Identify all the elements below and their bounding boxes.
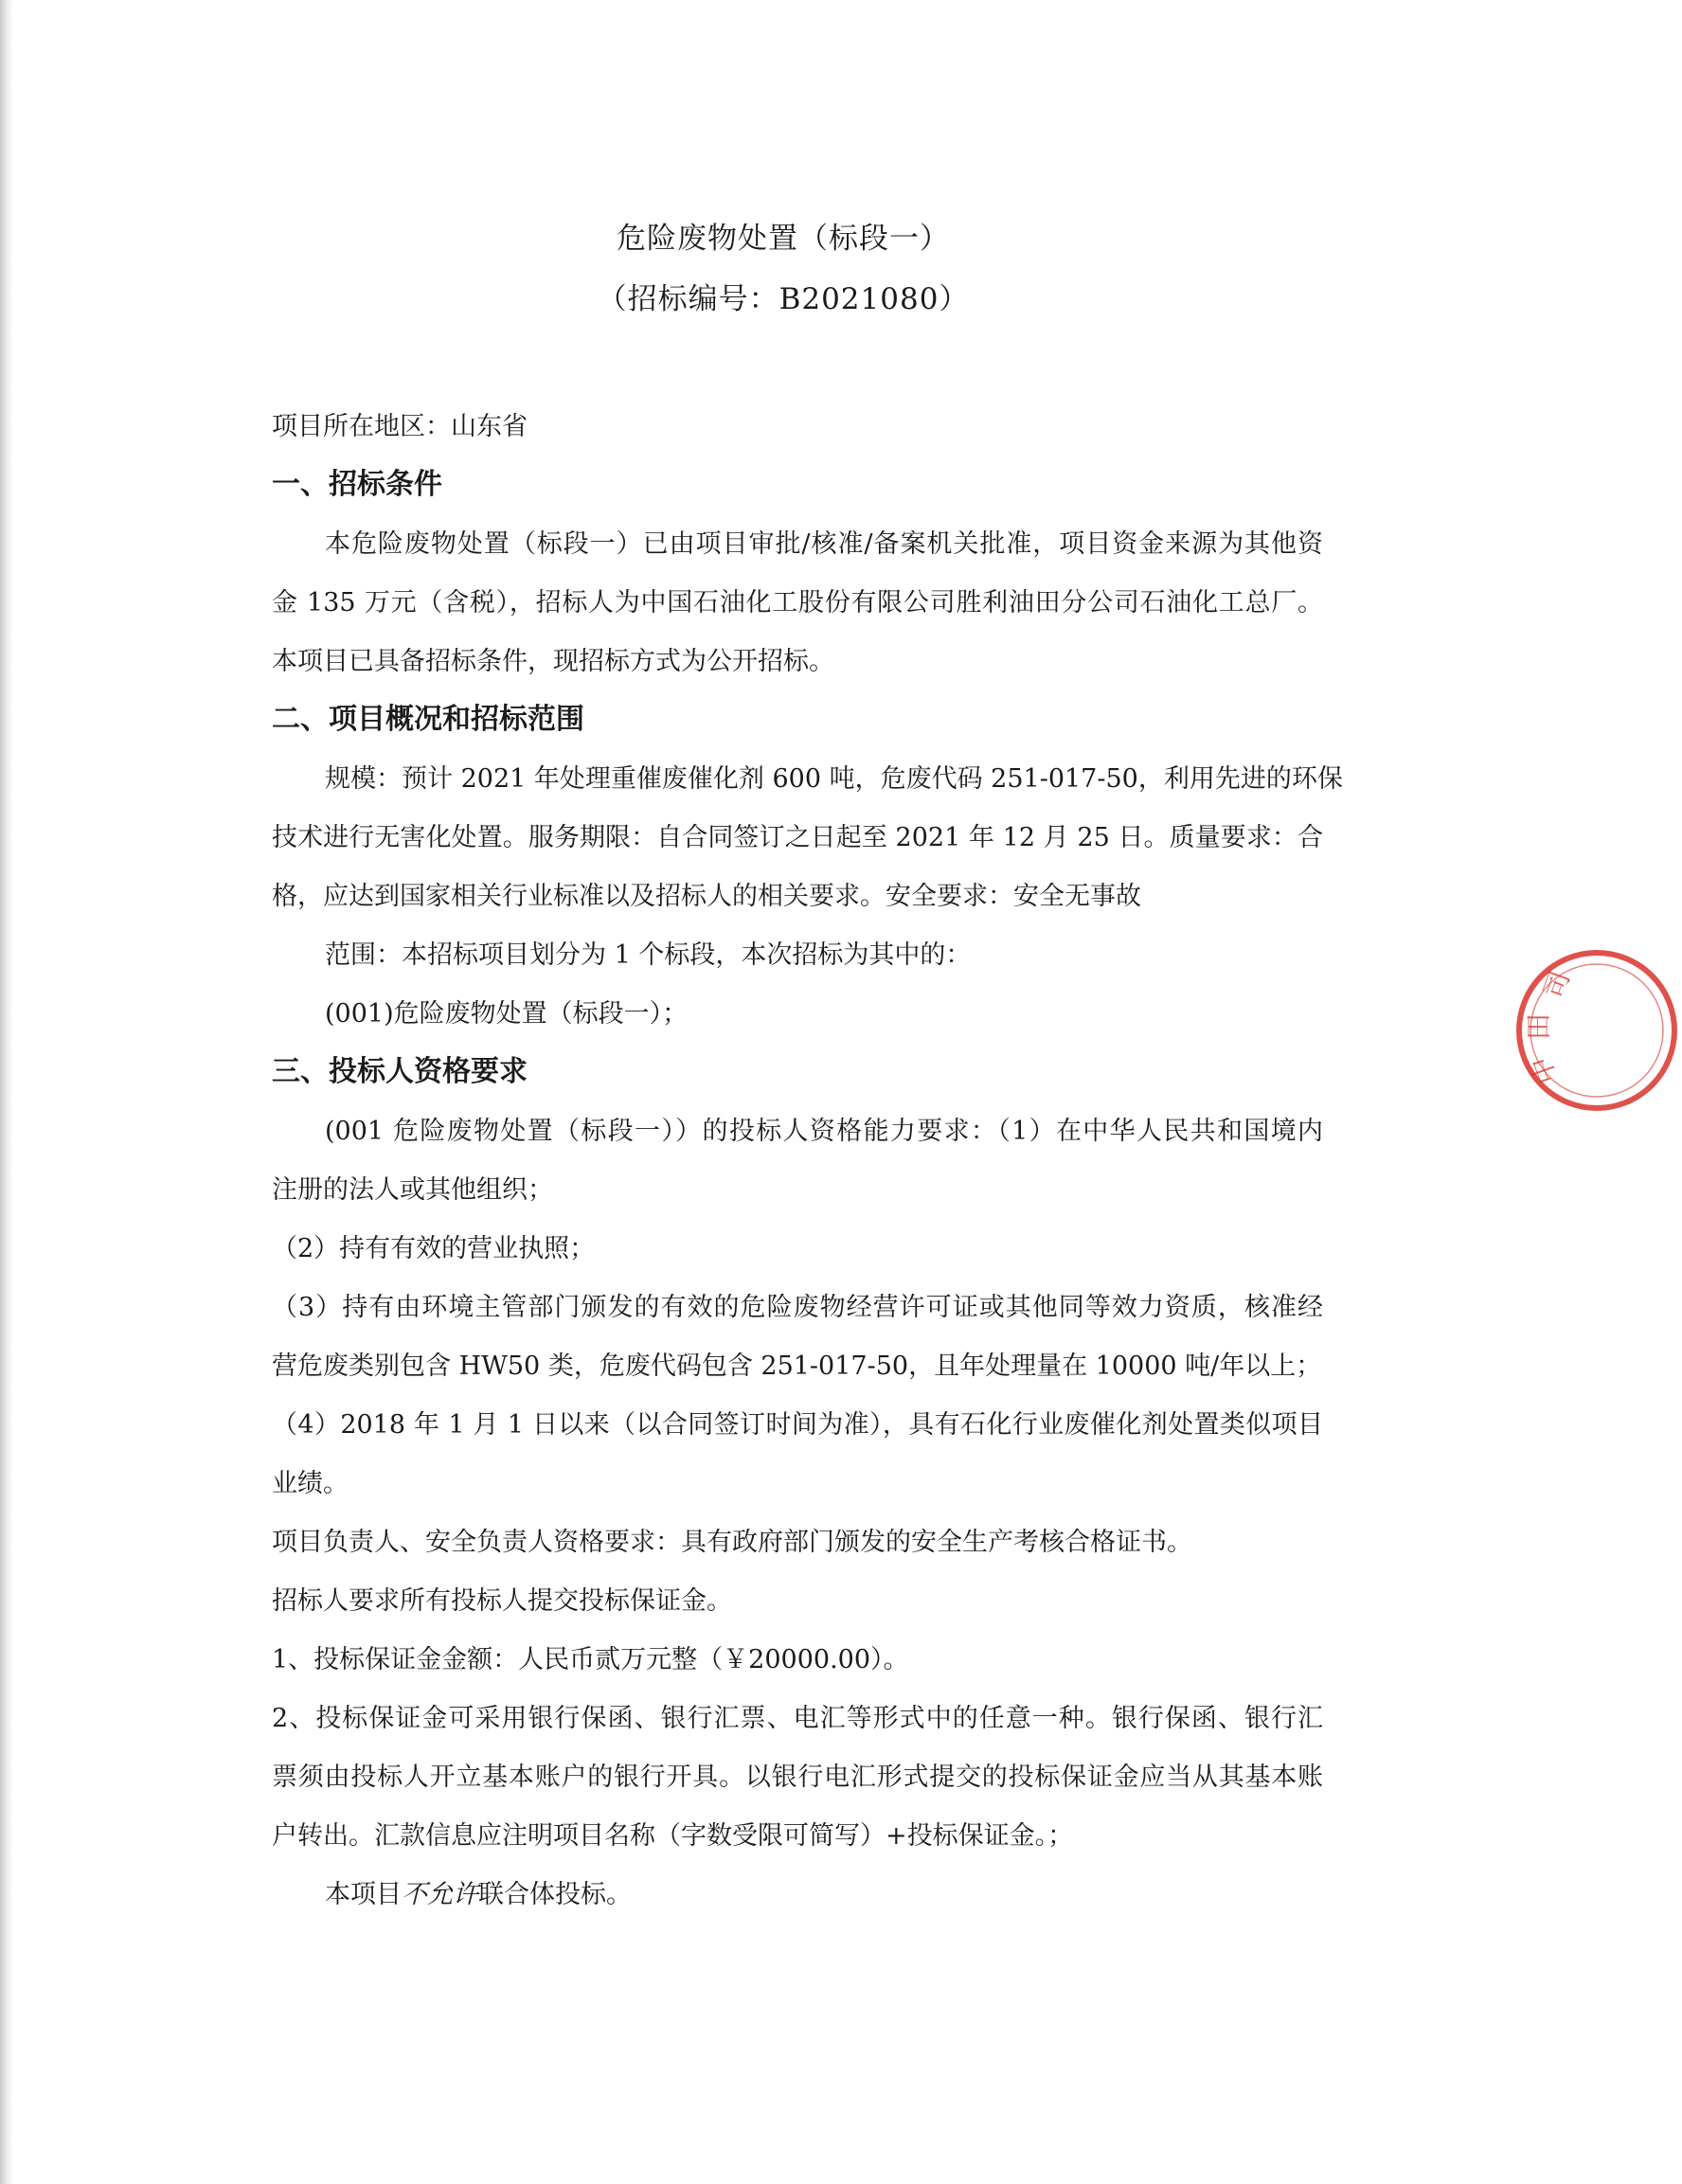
paragraph-line: 本危险废物处置（标段一）已由项目审批/核准/备案机关批准，项目资金来源为其他资 (325, 529, 1323, 559)
svg-text:田: 田 (1523, 1012, 1554, 1040)
official-seal-stamp (1512, 945, 1682, 1116)
paragraph-line: 营危废类别包含 HW50 类，危废代码包含 251-017-50，且年处理量在 10000 吨/年以上； (272, 1352, 1322, 1381)
paragraph-line: 规模：预计 2021 年处理重催废催化剂 600 吨，危废代码 251-017-50，利用先进的环保 (325, 764, 1343, 794)
paragraph-line: （2）持有有效的营业执照； (272, 1234, 596, 1263)
paragraph-line (325, 1882, 1323, 1907)
paragraph-line: 1、投标保证金金额：人民币贰万元整（￥20000.00）。 (272, 1645, 909, 1674)
paragraph-line: 格，应达到国家相关行业标准以及招标人的相关要求。安全要求：安全无事故 (272, 882, 1141, 911)
paragraph-line: （3）持有由环境主管部门颁发的有效的危险废物经营许可证或其他同等效力资质，核准经 (272, 1293, 1323, 1322)
paragraph-line: 金 135 万元（含税），招标人为中国石油化工股份有限公司胜利油田分公司石油化工总厂。 (272, 588, 1323, 618)
paragraph-line: 2、投标保证金可采用银行保函、银行汇票、电汇等形式中的任意一种。银行保函、银行汇 (272, 1704, 1323, 1733)
paragraph-line: 票须由投标人开立基本账户的银行开具。以银行电汇形式提交的投标保证金应当从其基本账 (272, 1763, 1323, 1792)
project-region: 项目所在地区：山东省 (272, 412, 528, 441)
emphasis-text: 不允许 (402, 1880, 478, 1909)
paragraph-line: （4）2018 年 1 月 1 日以来（以合同签订时间为准），具有石化行业废催化剂处置类似项目 (272, 1410, 1323, 1440)
scan-edge-shadow (0, 0, 13, 2184)
svg-text:司: 司 (1537, 966, 1577, 1003)
bid-number: （招标编号：B2021080） (597, 282, 970, 316)
paragraph-line: (001)危险废物处置（标段一）； (325, 999, 689, 1029)
document-title: 危险废物处置（标段一） (617, 222, 950, 256)
paragraph-line: 项目负责人、安全负责人资格要求：具有政府部门颁发的安全生产考核合格证书。 (272, 1528, 1192, 1557)
paragraph-line: 范围：本招标项目划分为 1 个标段，本次招标为其中的： (325, 940, 972, 970)
paragraph-line: 技术进行无害化处置。服务期限：自合同签订之日起至 2021 年 12 月 25 日。质量要求：合 (272, 823, 1323, 852)
paragraph-line: (001 危险废物处置（标段一））的投标人资格能力要求：（1）在中华人民共和国境内 (325, 1117, 1323, 1146)
paragraph-line: 注册的法人或其他组织； (272, 1175, 553, 1205)
svg-text:中: 中 (1524, 1052, 1564, 1088)
paragraph-line: 招标人要求所有投标人提交投标保证金。 (272, 1586, 732, 1616)
text-run: 本项目 (325, 1880, 402, 1909)
paragraph-line: 户转出。汇款信息应注明项目名称（字数受限可简写）+投标保证金。； (272, 1821, 1074, 1851)
text-run: 联合体投标。 (478, 1880, 632, 1909)
section-1-heading: 一、招标条件 (272, 468, 442, 501)
paragraph-line: 本项目已具备招标条件，现招标方式为公开招标。 (272, 647, 834, 676)
section-3-heading: 三、投标人资格要求 (272, 1055, 528, 1088)
section-2-heading: 二、项目概况和招标范围 (272, 703, 584, 736)
paragraph-line: 业绩。 (272, 1469, 349, 1498)
